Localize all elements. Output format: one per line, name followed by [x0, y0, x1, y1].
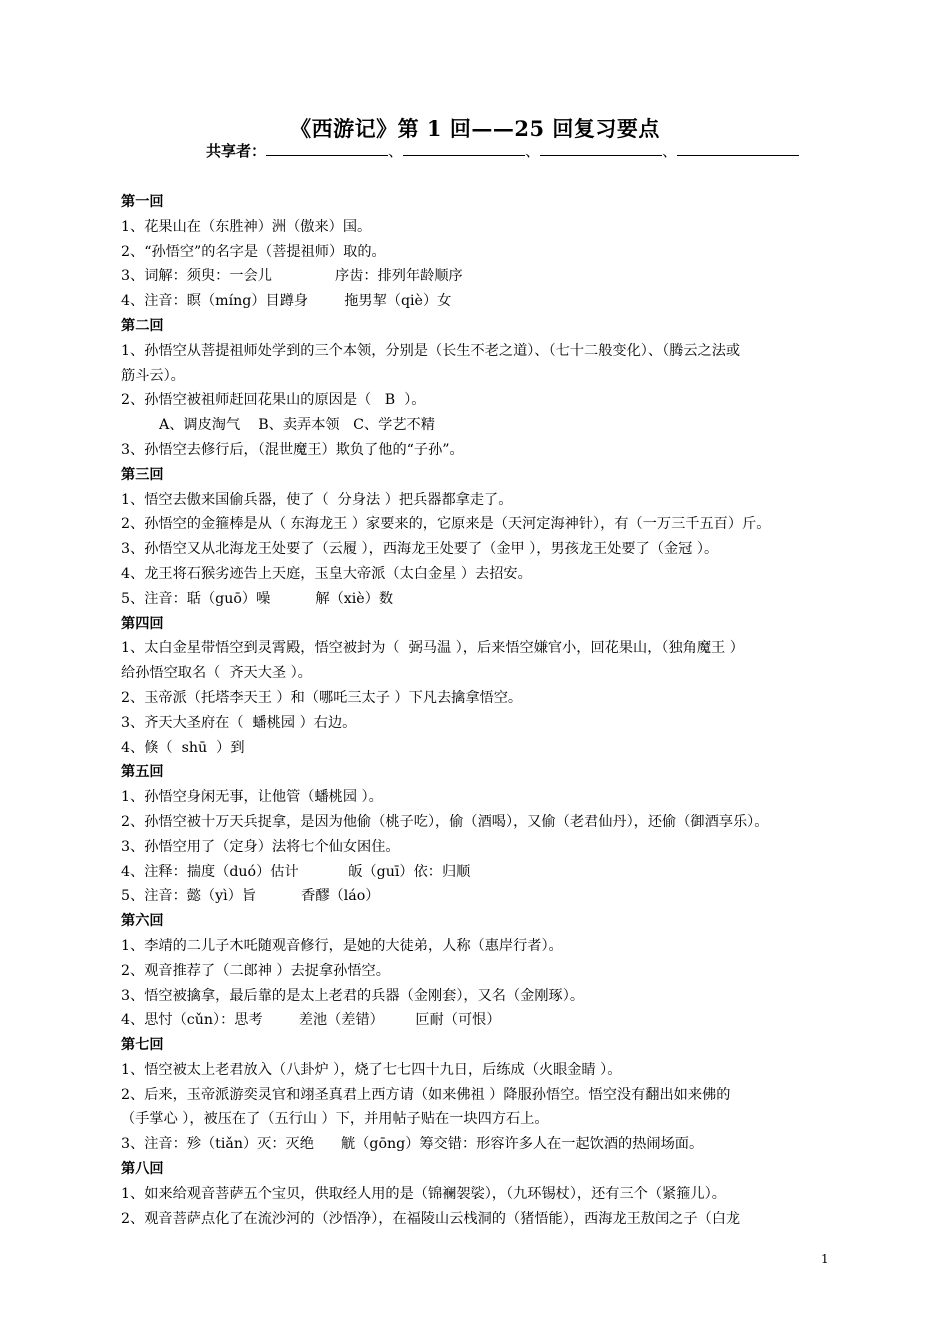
section-line: 1、孙悟空从菩提祖师处学到的三个本领，分别是（长生不老之道）、（七十二般变化）、（腾云之法或 [121, 342, 741, 359]
document-title: 《西游记》第 1 回——25 回复习要点 [290, 116, 660, 141]
sharers-label: 共享者： [206, 142, 267, 160]
section-line: 1、李靖的二儿子木吒随观音修行，是她的大徒弟，人称（惠岸行者）。 [121, 937, 563, 954]
section-heading: 第五回 [121, 764, 164, 781]
sharer-separator: 、 [525, 142, 541, 160]
section-heading: 第二回 [121, 317, 164, 334]
sharer-blank-3 [540, 142, 662, 156]
section-heading: 第三回 [121, 466, 164, 483]
section-line: 1、孙悟空身闲无事，让他管（蟠桃园 ）。 [121, 789, 383, 806]
section-line: 3、齐天大圣府在（ 蟠桃园 ）右边。 [121, 714, 357, 731]
section-heading: 第四回 [121, 615, 164, 632]
section-line: 筋斗云）。 [121, 367, 185, 384]
section-line: 4、思忖（cǔn）：思考 差池（差错） 叵耐（可恨） [121, 1012, 501, 1029]
answer-options: A、调皮淘气 B、卖弄本领 C、学艺不精 [159, 417, 435, 434]
section-line: 2、观音菩萨点化了在流沙河的（沙悟净），在福陵山云栈洞的（猪悟能），西海龙王敖闰之子（白龙 [121, 1210, 741, 1227]
section-line: 2、观音推荐了（二郎神 ）去捉拿孙悟空。 [121, 962, 390, 979]
sharer-blank-4 [677, 142, 799, 156]
section-line: 2、玉帝派（托塔李天王 ）和（哪吒三太子 ）下凡去擒拿悟空。 [121, 689, 523, 706]
section-line: 4、注释：揣度（duó）估计 皈（guī）依：归顺 [121, 863, 471, 880]
section-line: 5、注音：懿（yì）旨 香醪（láo） [121, 888, 380, 905]
section-line: 3、词解：须臾：一会儿 序齿：排列年龄顺序 [121, 268, 463, 285]
section-line: 2、“孙悟空”的名字是（菩提祖师）取的。 [121, 243, 386, 260]
section-line: 3、孙悟空用了（定身）法将七个仙女困住。 [121, 838, 400, 855]
section-line: 2、孙悟空被祖师赶回花果山的原因是（ B ）。 [121, 392, 426, 409]
section-heading: 第八回 [121, 1161, 164, 1178]
sharer-separator: 、 [662, 142, 678, 160]
section-line: 3、孙悟空又从北海龙王处要了（云履 ），西海龙王处要了（金甲 ），男孩龙王处要了（金冠 ）。 [121, 541, 719, 558]
section-heading: 第一回 [121, 194, 164, 210]
sharer-blank-1 [266, 142, 388, 156]
section-line: 4、龙王将石猴劣迹告上天庭，玉皇大帝派（太白金星 ）去招安。 [121, 565, 532, 582]
sharer-separator: 、 [388, 142, 404, 160]
section-line: 2、孙悟空的金箍棒是从（ 东海龙王 ）家要来的，它原来是（天河定海神针），有（一万三千五百）斤。 [121, 516, 771, 533]
page-number: 1 [821, 1252, 829, 1266]
review-content [121, 190, 833, 1231]
section-line: 给孙悟空取名（ 齐天大圣 ）。 [121, 665, 312, 682]
section-line: 1、花果山在（东胜神）洲（傲来）国。 [121, 218, 372, 235]
section-line: 2、后来，玉帝派游奕灵官和翊圣真君上西方请（如来佛祖 ）降服孙悟空。悟空没有翻出如来佛的 [121, 1086, 731, 1103]
section-line: 3、注音：殄（tiǎn）灭：灭绝 觥（gōng）筹交错：形容许多人在一起饮酒的热闹场面。 [121, 1136, 704, 1153]
section-line: 5、注音：聒（guō）噪 解（xiè）数 [121, 590, 394, 607]
section-heading: 第六回 [121, 913, 164, 930]
section-line: 2、孙悟空被十万天兵捉拿，是因为他偷（桃子吃），偷（酒喝），又偷（老君仙丹），还偷（御酒享乐）。 [121, 813, 769, 830]
section-line: 4、倏（ shū ）到 [121, 739, 245, 756]
section-line: 1、如来给观音菩萨五个宝贝，供取经人用的是（锦襕袈裟），（九环锡杖），还有三个（紧箍儿）。 [121, 1185, 726, 1202]
section-line: 1、悟空去傲来国偷兵器，使了（ 分身法 ）把兵器都拿走了。 [121, 491, 513, 508]
sharer-blank-2 [403, 142, 525, 156]
section-line: 3、悟空被擒拿，最后靠的是太上老君的兵器（金刚套），又名（金刚琢）。 [121, 987, 585, 1004]
section-line: 1、悟空被太上老君放入（八卦炉 ），烧了七七四十九日，后练成（火眼金睛 ）。 [121, 1061, 622, 1078]
section-heading: 第七回 [121, 1037, 164, 1054]
section-line: 4、注音：瞑（míng）目蹲身 拖男挈（qiè）女 [121, 293, 452, 310]
section-line: （手掌心 ），被压在了（五行山 ）下，并用帖子贴在一块四方石上。 [121, 1111, 549, 1128]
section-line: 3、孙悟空去修行后，（混世魔王）欺负了他的“子孙”。 [121, 441, 464, 458]
section-line: 1、太白金星带悟空到灵霄殿，悟空被封为（ 弼马温 ），后来悟空嫌官小，回花果山，（独角魔王 ） [121, 640, 744, 657]
sharers-line [206, 140, 799, 161]
